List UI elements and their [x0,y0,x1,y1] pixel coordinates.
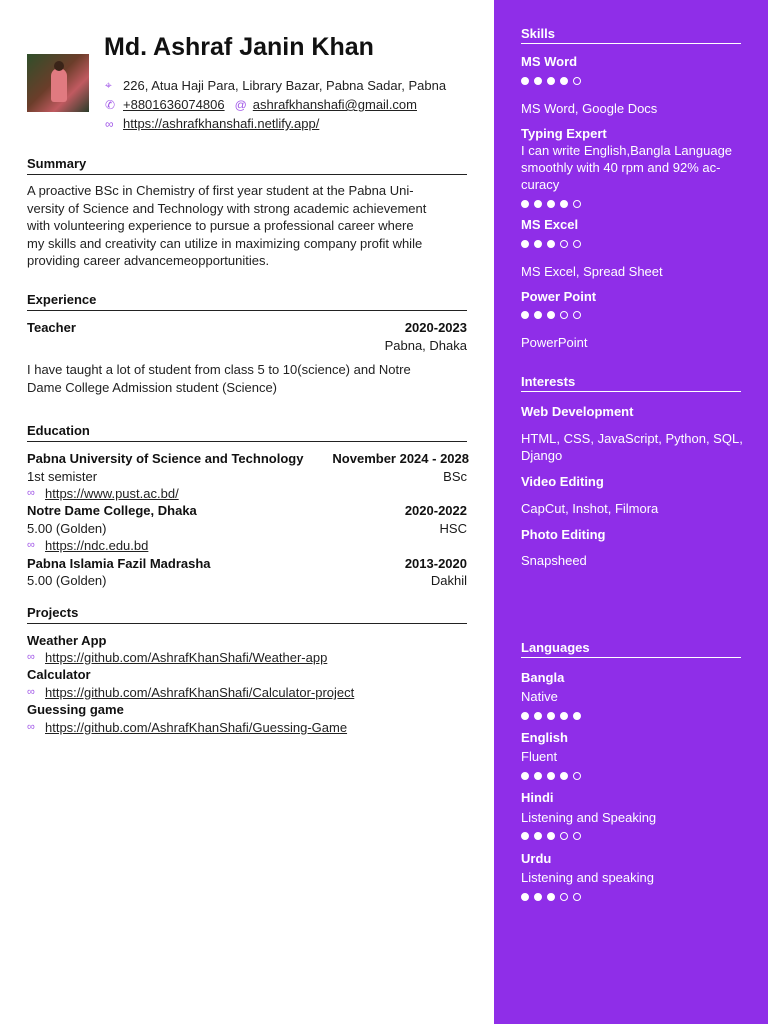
rating-dot-filled [534,240,542,248]
skill-description [521,142,746,193]
education-detail-row [27,572,467,589]
phone-email-line [105,97,417,112]
education-detail: 1st semister [27,469,98,484]
skill-rating [521,240,581,248]
language-rating [521,893,581,901]
skill-name: MS Excel [521,217,579,232]
profile-photo [27,54,89,112]
email-link[interactable]: ashrafkhanshafi@gmail.com [252,97,417,112]
summary-heading: Summary [27,156,467,175]
address-text: 226, Atua Haji Para, Library Bazar, Pabna Sadar, Pabna [123,78,447,93]
address-line [105,78,446,93]
at-icon: @ [234,97,247,112]
rating-dot-empty [573,200,581,208]
phone-link[interactable]: +8801636074806 [123,97,225,112]
language-name: Hindi [521,790,554,805]
skills-heading: Skills [521,26,741,44]
skill-name: MS Word [521,54,578,69]
education-dates: 2020-2022 [404,503,467,518]
education-link-row [27,537,467,554]
education-row [27,450,467,467]
project-name [27,666,467,683]
education-heading: Education [27,423,467,442]
project-link[interactable]: https://github.com/AshrafKhanShafi/Weather-app [45,650,328,665]
education-detail-row [27,468,467,485]
rating-dot-filled [521,311,529,319]
skill-rating [521,311,581,319]
link-icon: ∞ [27,651,35,663]
rating-dot-empty [560,240,568,248]
language-name: English [521,730,568,745]
interest-name: Web Development [521,404,634,419]
project-name [27,701,467,718]
rating-dot-filled [547,832,555,840]
summary-text [27,182,467,270]
experience-location-row [27,337,467,354]
project-name [27,632,467,649]
link-icon: ∞ [27,539,35,551]
rating-dot-empty [573,77,581,85]
project-link[interactable]: https://github.com/AshrafKhanShafi/Calculator-project [45,685,355,700]
rating-dot-filled [573,712,581,720]
skill-description: PowerPoint [521,335,588,350]
project-link-row [27,649,467,666]
languages-heading: Languages [521,640,741,658]
education-dates: 2013-2020 [404,556,467,571]
language-name: Urdu [521,851,552,866]
language-rating [521,712,581,720]
rating-dot-empty [573,240,581,248]
rating-dot-filled [547,772,555,780]
map-pin-icon: ⌖ [105,78,112,92]
rating-dot-filled [547,240,555,248]
experience-row [27,319,467,336]
skill-description-line: smoothly with 40 rpm and 92% ac- [521,160,721,175]
summary-line: A proactive BSc in Chemistry of first year student at the Pabna Uni- [27,183,414,198]
rating-dot-filled [534,311,542,319]
candidate-name: Md. Ashraf Janin Khan [104,33,374,61]
education-row [27,502,467,519]
skill-description-line: I can write English,Bangla Language [521,143,733,158]
rating-dot-filled [547,712,555,720]
experience-heading: Experience [27,292,467,311]
rating-dot-empty [573,893,581,901]
rating-dot-filled [560,200,568,208]
rating-dot-empty [560,311,568,319]
experience-description [27,361,467,396]
skill-name: Power Point [521,289,597,304]
experience-line: I have taught a lot of student from class 5 to 10(science) and Notre [27,362,411,377]
project-link[interactable]: https://github.com/AshrafKhanShafi/Guessing-Game [45,720,348,735]
interests-heading: Interests [521,374,741,392]
rating-dot-filled [547,893,555,901]
education-detail: 5.00 (Golden) [27,521,107,536]
education-link-row [27,485,467,502]
rating-dot-filled [534,832,542,840]
rating-dot-empty [573,832,581,840]
education-degree: HSC [439,521,467,536]
education-detail: 5.00 (Golden) [27,573,107,588]
rating-dot-filled [521,200,529,208]
education-school: Notre Dame College, Dhaka [27,503,197,518]
rating-dot-filled [534,712,542,720]
interest-description [521,430,746,464]
skill-description-line: curacy [521,177,560,192]
education-school: Pabna University of Science and Technology [27,451,304,466]
rating-dot-filled [534,893,542,901]
rating-dot-empty [560,893,568,901]
project-link-row [27,684,467,701]
rating-dot-filled [560,712,568,720]
website-line [105,116,319,131]
link-icon: ∞ [27,686,35,698]
education-degree: Dakhil [430,573,467,588]
rating-dot-filled [521,712,529,720]
projects-heading: Projects [27,605,467,624]
rating-dot-empty [560,832,568,840]
skill-rating [521,200,581,208]
skill-description: MS Excel, Spread Sheet [521,264,663,279]
phone-icon: ✆ [105,97,116,112]
skill-description: MS Word, Google Docs [521,101,658,116]
website-link[interactable]: https://ashrafkhanshafi.netlify.app/ [123,116,320,131]
language-name: Bangla [521,670,565,685]
summary-line: providing career advancemeopportunities. [27,253,270,268]
summary-line: versity of Science and Technology with strong academic achievement [27,200,427,216]
language-fluency: Fluent [521,749,558,764]
education-degree: BSc [443,469,467,484]
experience-location: Pabna, Dhaka [384,338,467,353]
experience-dates: 2020-2023 [404,320,467,335]
interest-name: Video Editing [521,474,604,489]
rating-dot-filled [534,77,542,85]
main-column [27,0,467,1024]
rating-dot-filled [521,772,529,780]
rating-dot-filled [534,772,542,780]
sidebar [494,0,768,1024]
rating-dot-filled [547,77,555,85]
interest-description-line: Django [521,448,563,463]
project-name-text: Guessing game [27,702,124,717]
rating-dot-filled [521,893,529,901]
rating-dot-filled [521,77,529,85]
link-icon: ∞ [27,721,35,733]
rating-dot-filled [547,200,555,208]
rating-dot-filled [560,772,568,780]
language-fluency: Native [521,689,558,704]
summary-line: my skills and creativity can utilize in maximizing company profit while [27,235,423,251]
rating-dot-filled [547,311,555,319]
link-icon: ∞ [105,116,114,131]
skill-name: Typing Expert [521,126,607,141]
project-name-text: Weather App [27,633,107,648]
skill-rating [521,77,581,85]
experience-role: Teacher [27,320,76,335]
rating-dot-filled [534,200,542,208]
language-rating [521,832,581,840]
rating-dot-filled [560,77,568,85]
interest-description: CapCut, Inshot, Filmora [521,501,659,516]
rating-dot-filled [521,240,529,248]
interest-name: Photo Editing [521,527,606,542]
link-icon: ∞ [27,487,35,499]
language-fluency: Listening and Speaking [521,810,657,825]
project-link-row [27,719,467,736]
education-school: Pabna Islamia Fazil Madrasha [27,556,211,571]
rating-dot-empty [573,772,581,780]
education-link[interactable]: https://ndc.edu.bd [45,538,149,553]
interest-description: Snapsheed [521,553,587,568]
language-fluency: Listening and speaking [521,870,654,885]
interest-description-line: HTML, CSS, JavaScript, Python, SQL, [521,431,743,446]
rating-dot-filled [521,832,529,840]
photo-person-shape [51,68,67,102]
experience-line: Dame College Admission student (Science) [27,379,278,395]
education-dates: November 2024 - 2028 [332,451,469,466]
education-detail-row [27,520,467,537]
education-link[interactable]: https://www.pust.ac.bd/ [45,486,179,501]
rating-dot-empty [573,311,581,319]
photo-head-shape [54,61,64,71]
education-row [27,555,467,572]
language-rating [521,772,581,780]
summary-line: with volunteering experience to pursue a professional career where [27,218,414,233]
project-name-text: Calculator [27,667,91,682]
